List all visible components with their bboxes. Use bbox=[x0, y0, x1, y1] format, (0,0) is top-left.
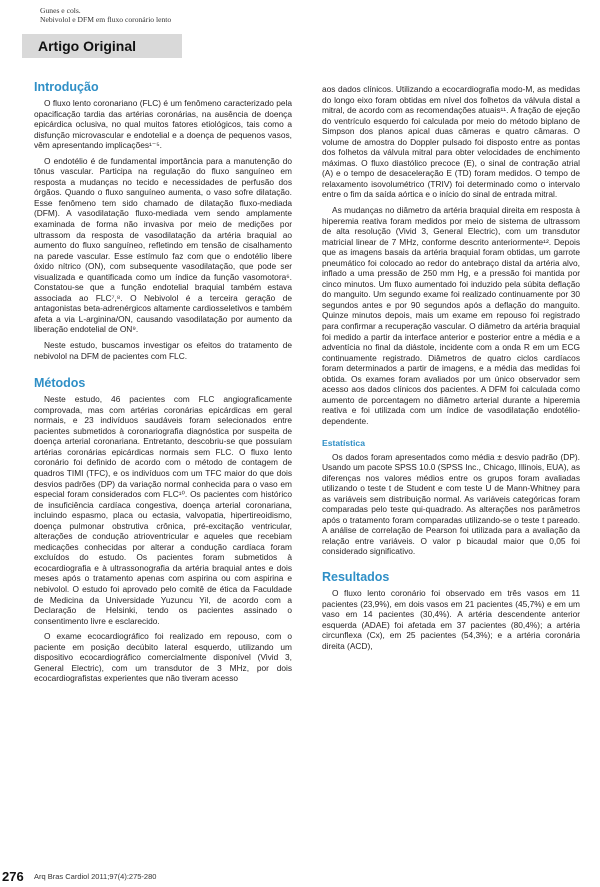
section-label: Artigo Original bbox=[22, 34, 182, 58]
statistics-paragraph: Os dados foram apresentados como média ± desvio padrão (DP). Usando um pacote SPSS 10.0 (SPSS Inc., Chicago, Illinois, EUA), as diferenças nos valores médios entre os grupos foram avaliadas utilizando o teste t de Student e com teste U de Mann-Whitney para as variáveis sem distribuição normal. As variáveis categóricas foram comparadas pelo teste qui-quadrado. As alterações nos parâmetros após o tratamento foram comparadas utilizando-se o teste t pareado. A análise de correlação de Pearson foi utilizada para a avaliação da relação entre variáveis. O valor p bicaudal maior que 0,05 foi considerado significativo. bbox=[322, 451, 580, 557]
header-running-title: Nebivolol e DFM em fluxo coronário lento bbox=[40, 15, 172, 24]
methods-paragraph-1: Neste estudo, 46 pacientes com FLC angiograficamente comprovada, mas com artérias coronárias epicárdicas em geral normais, e 23 indivíduos saudáveis foram selecionados entre pacientes submetidos à coronariografia diagnóstica por suspeita de doença arterial coronariana. Entretanto, descobriu-se que possuíam artérias coronárias epicárdicas normais sem FLC. O fluxo lento coronário foi definido de acordo com o método de contagem de quadros TIMI (TFC), e os indivíduos com um TFC maior do que dois desvios padrões (DP) da variação normal conhecida para o vaso em especial foram considerados com FLC¹⁰. Os pacientes com histórico de insuficiência cardíaca congestiva, doença arterial coronariana, incluindo espasmo, placa ou ectasia, valvopatia, hipertireoidismo, doença pulmonar obstrutiva crônica, pré-excitação ventricular, alterações de condução atrioventricular e aqueles que recebiam medicações conhecidas por alterar a condução cardíaca foram excluídos do estudo. Os pacientes foram submetidos à ecocardiografia e à ultrassonografia da artéria braquial antes e dois meses após o tratamento apenas com aspirina ou com aspirina e nebivolol. O estudo foi aprovado pelo comitê de ética da Faculdade de Medicina da Universidade Yuzuncu Yil, de acordo com a Declaração de Helsinki, tendo os pacientes assinado o consentimento livre e esclarecido. bbox=[34, 394, 292, 626]
results-paragraph: O fluxo lento coronário foi observado em três vasos em 11 pacientes (23,9%), em dois vasos em 21 pacientes (45,7%) e em um vaso em 14 pacientes (30,4%). A artéria descendente anterior esquerda (ADAE) foi afetada em 37 pacientes (80,4%); a artéria circunflexa (Cx), em 25 pacientes (54,3%); e a artéria coronária direita (ACD), bbox=[322, 587, 580, 651]
statistics-heading: Estatística bbox=[322, 437, 365, 448]
running-header bbox=[40, 6, 171, 24]
introduction-heading: Introdução bbox=[34, 80, 99, 94]
page-number: 276 bbox=[2, 869, 24, 884]
header-authors: Gunes e cols. bbox=[40, 6, 81, 15]
left-column bbox=[34, 80, 292, 689]
intro-paragraph-1: O fluxo lento coronariano (FLC) é um fenômeno caracterizado pela opacificação tardia das artérias coronárias, na ausência de doença epicárdica oclusiva, no qual muitos fatores etiológicos, tais como a disfunção microvascular e endotelial e a doença de pequenos vasos, vêm apresentando implicações¹⁻⁵. bbox=[34, 98, 292, 151]
methods-paragraph-4: As mudanças no diâmetro da artéria braquial direita em resposta à hiperemia reativa foram medidos por meio de sistema de ultrassom de alta resolução (Vivid 3, General Electric), com um transdutor matricial linear de 7 MHz, conforme descrito anteriormente¹². Depois que as imagens basais da artéria braquial foram obtidas, um garrote pneumático foi colocado ao redor do antebraço distal da artéria alvo, inflado a uma pressão de 250 mm Hg, e a pressão foi mantida por cinco minutos. Um fluxo aumentado foi induzido pela súbita deflação do manguito. Um segundo exame foi realizado continuamente por 30 segundos antes e por 90 segundos após a deflação do manguito. Quinze minutos depois, mais um exame em repouso foi registrado para confirmar a recuperação vascular. O diâmetro da artéria braquial foi medido a partir da interface anterior e posterior entre a média e a adventícia no final da diástole, incidente com a onda R em um ECG continuamente registrado. Diâmetros de quatro ciclos cardíacos foram determinados a partir de imagens, e a média das medidas foi obtida. Os exames foram avaliados por um único observador sem acesso aos dados clínicos dos pacientes. A DFM foi calculada como aumento de porcentagem no diâmetro arterial durante a hiperemia reativa e foi utilizada com um índice de vasodilatação endotélio-dependente. bbox=[322, 205, 580, 426]
page-footer bbox=[0, 866, 600, 887]
methods-paragraph-3: aos dados clínicos. Utilizando a ecocardiografia modo-M, as medidas do longo eixo foram obtidas em nível dos folhetos da válvula distal a mitral, de acordo com as recomendações atuais¹¹. A fração de ejeção do ventrículo esquerdo foi calculada por meio do método biplano de Simpson dos planos apical duas câmeras e quatro câmaras. O volume de amostra do Doppler pulsado foi disposto entre as pontas dos folhetos da válvula mitral para obter velocidades de enchimento máximas. O fluxo diastólico precoce (E), o sinal de contração atrial (A) e o tempo de desaceleração E (TD) foram medidos. O tempo de relaxamento isovolumétrico (TRIV) foi determinado como o intervalo entre o fim da saída aórtica e o início do sinal de entrada mitral. bbox=[322, 84, 580, 200]
journal-citation: Arq Bras Cardiol 2011;97(4):275-280 bbox=[34, 872, 157, 881]
right-column bbox=[322, 84, 580, 656]
methods-paragraph-2: O exame ecocardiográfico foi realizado em repouso, com o paciente em posição decúbito lateral esquerdo, utilizando um dispositivo ecocardiográfico comercialmente disponível (Vivid 3, General Electric), com um transdutor de 3 MHz, por dois ecocardiografistas experientes que não tiveram acesso bbox=[34, 631, 292, 684]
intro-paragraph-2: O endotélio é de fundamental importância para a manutenção do tônus vascular. Participa na regulação do fluxo sanguíneo em resposta a mudanças no tecido e necessidades de perfusão dos órgãos. Quando o fluxo sanguíneo aumenta, o vaso sofre dilatação. Esse fenômeno tem sido chamado de dilatação fluxo-mediada (DFM). A vasodilatação fluxo-mediada vem sendo amplamente examinada de forma não invasiva por meio de medições por ultrassom da resposta de vasodilatação da artéria braquial ao aumento do fluxo sanguíneo, refletindo em tensão de cisalhamento na parede vascular. Esse estímulo faz com que o endotélio libere óxido nítrico (ON), com subsequente vasodilatação, que pode ser visualizada e quantificada como um índice da função vasomotora⁶. Constatou-se que a função endotelial braquial também estava associada ao FLC⁷,⁸. O Nebivolol é a terceira geração de antagonistas beta-adrenérgicos altamente cardiosseletivos e também afeta a via L-arginina/ON, causando vasodilatação por aumento da liberação endotelial de ON⁹. bbox=[34, 155, 292, 335]
results-heading: Resultados bbox=[322, 569, 390, 584]
intro-paragraph-3: Neste estudo, buscamos investigar os efeitos do tratamento de nebivolol na DFM de pacientes com FLC. bbox=[34, 340, 292, 361]
methods-heading: Métodos bbox=[34, 376, 86, 391]
